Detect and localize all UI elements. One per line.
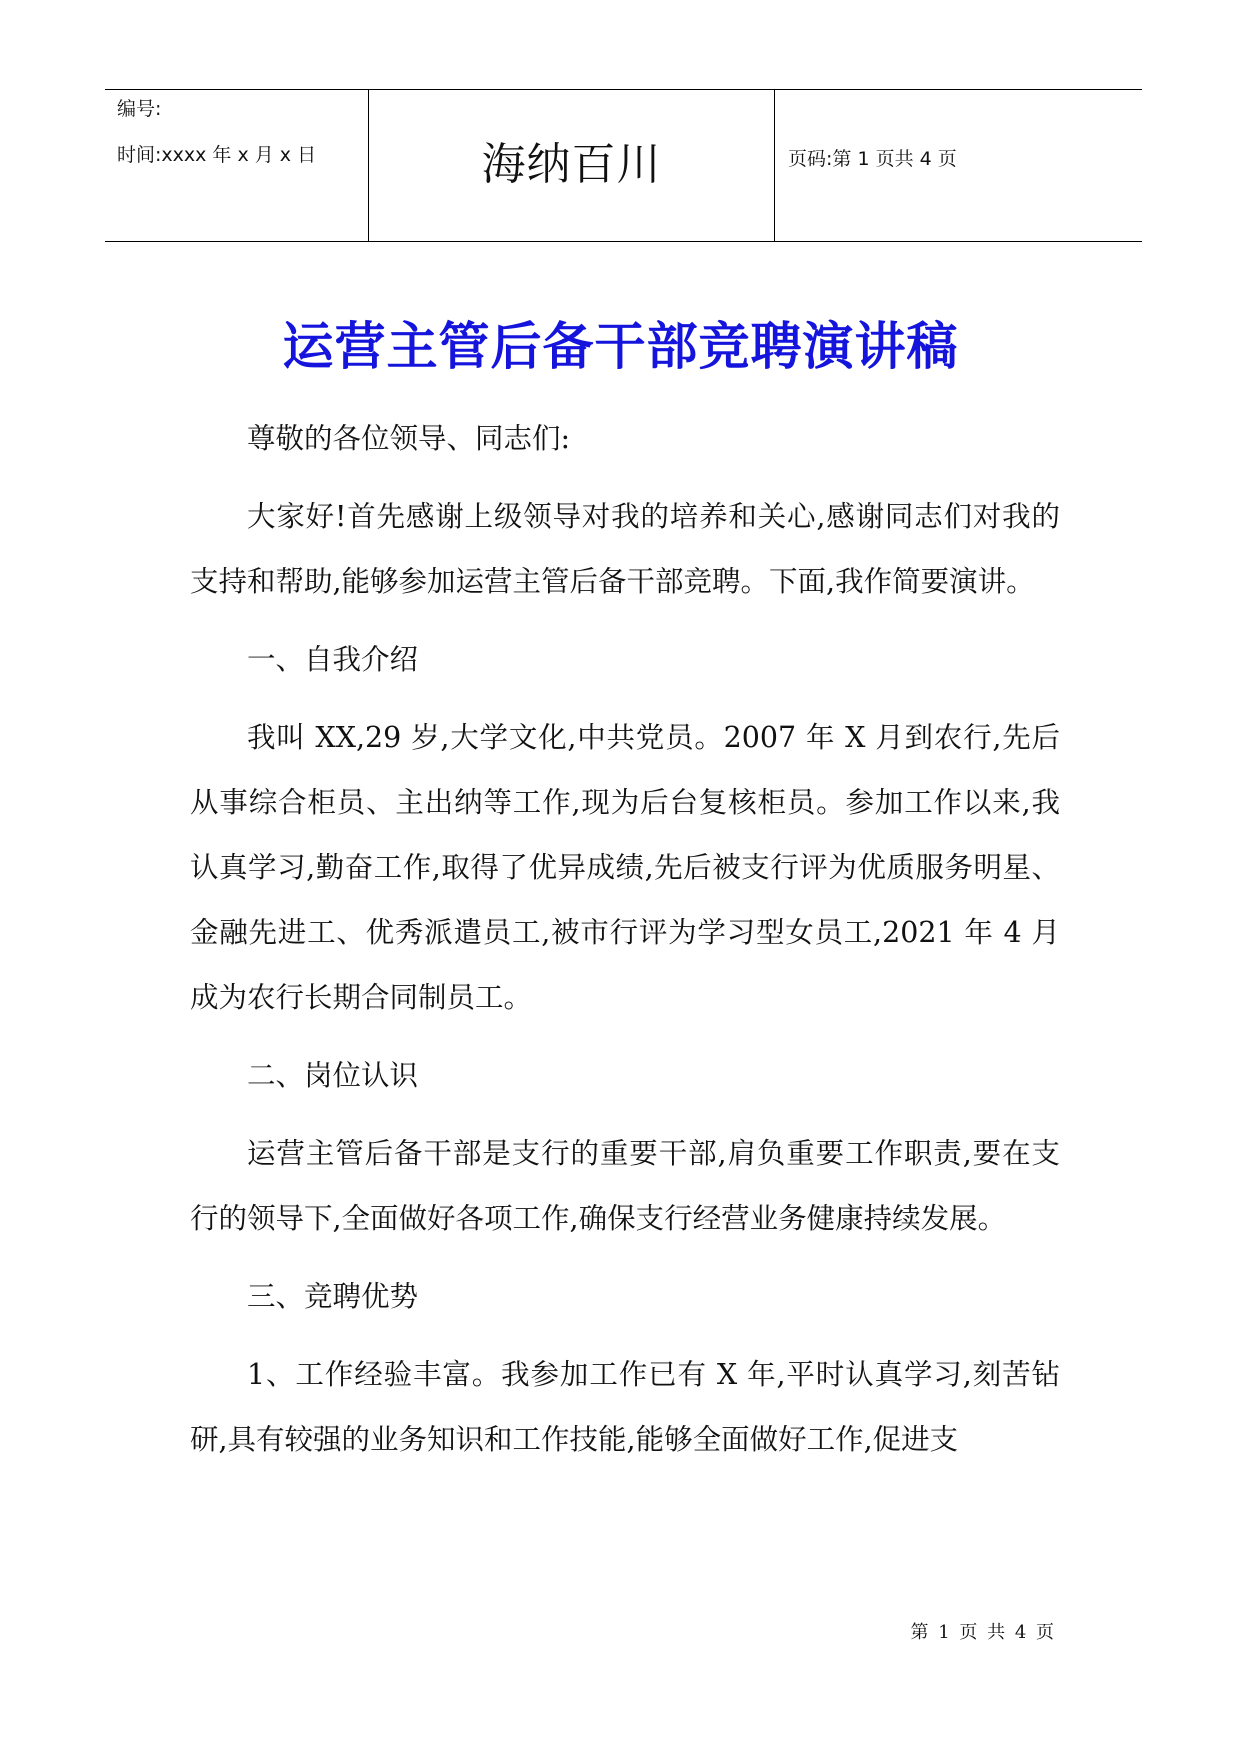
section-heading-role: 二、岗位认识	[247, 1059, 419, 1092]
header-brand-cell	[369, 90, 775, 241]
section-heading-self-intro: 一、自我介绍	[247, 643, 419, 676]
paragraph-role: 运营主管后备干部是支行的重要干部,肩负重要工作职责,要在支行的领导下,全面做好各项工作,确保支行经营业务健康持续发展。	[190, 1137, 1060, 1235]
paragraph-self-intro: 我叫 XX,29 岁,大学文化,中共党员。2007 年 X 月到农行,先后从事综合柜员、主出纳等工作,现为后台复核柜员。参加工作以来,我认真学习,勤奋工作,取得了优异成绩,先后被支行评为优质服务明星、金融先进工、优秀派遣员工,被市行评为学习型女员工,2021 年 4 月成为农行长期合同制员工。	[190, 721, 1060, 1014]
paragraph-greeting: 大家好!首先感谢上级领导对我的培养和关心,感谢同志们对我的支持和帮助,能够参加运营主管后备干部竞聘。下面,我作简要演讲。	[190, 500, 1060, 598]
header-page-cell	[775, 90, 1142, 241]
document-title: 运营主管后备干部竞聘演讲稿	[282, 317, 959, 377]
brand-name: 海纳百川	[481, 139, 662, 190]
document-header	[105, 89, 1142, 242]
section-heading-advantages: 三、竞聘优势	[247, 1280, 419, 1313]
document-body	[190, 406, 1060, 1485]
page-footer: 第 1 页 共 4 页	[910, 1622, 1056, 1643]
salutation: 尊敬的各位领导、同志们:	[247, 422, 571, 455]
paragraph-advantage-1: 1、工作经验丰富。我参加工作已有 X 年,平时认真学习,刻苦钻研,具有较强的业务知识和工作技能,能够全面做好工作,促进支	[190, 1358, 1060, 1456]
header-page-indicator: 页码:第 1 页共 4 页	[788, 148, 957, 170]
header-meta-cell	[105, 90, 369, 241]
serial-number-label: 编号:	[117, 98, 162, 120]
date-label: 时间:xxxx 年 x 月 x 日	[117, 144, 317, 166]
